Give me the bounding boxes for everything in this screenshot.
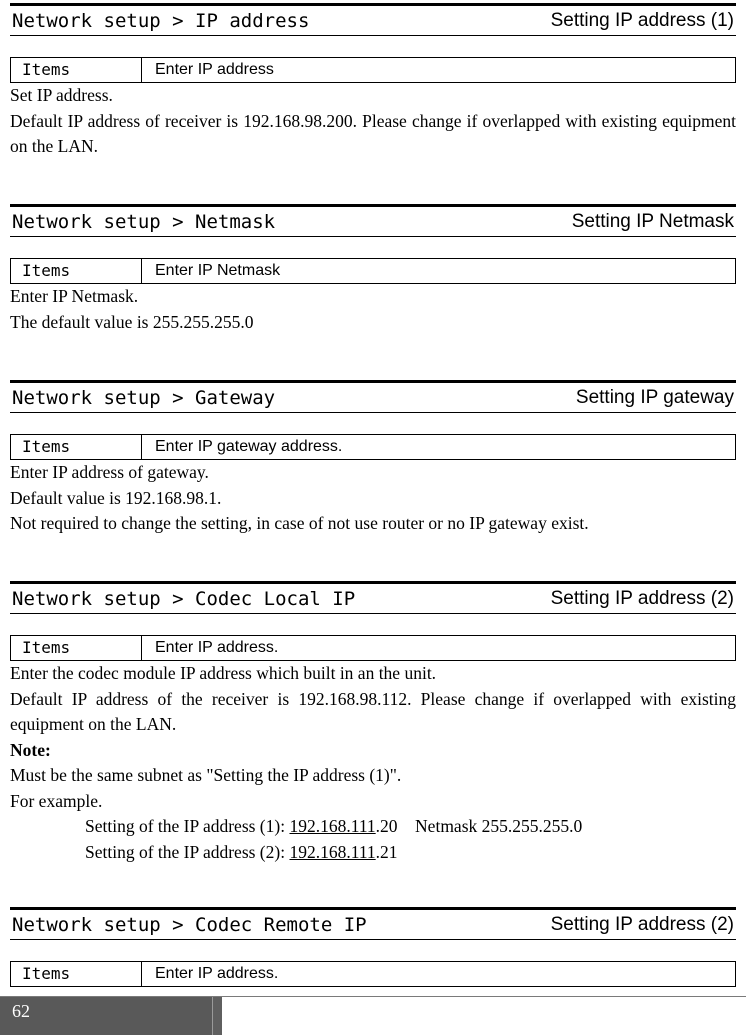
items-value: Enter IP address xyxy=(155,61,274,78)
example-suffix: .21 xyxy=(375,841,398,862)
note-label: Note: xyxy=(10,739,51,760)
example-prefix: Setting of the IP address (2): xyxy=(85,841,290,862)
items-table xyxy=(10,258,736,284)
items-label: Items xyxy=(11,58,142,82)
example-line-2 xyxy=(10,840,736,866)
subnet-underlined: 192.168.111 xyxy=(289,841,376,862)
header-rule-bottom xyxy=(10,236,736,237)
section-path: Network setup > Gateway xyxy=(12,387,276,409)
note-line: Must be the same subnet as "Setting the IP address (1)". xyxy=(10,765,402,785)
items-value: Enter IP Netmask xyxy=(155,262,281,279)
body-line: Not required to change the setting, in case of not use router or no IP gateway exist. xyxy=(10,513,589,533)
section-title: Setting IP address (2) xyxy=(550,914,734,935)
section-body xyxy=(10,284,736,335)
example-intro: For example. xyxy=(10,790,103,811)
example-suffix: .20 Netmask 255.255.255.0 xyxy=(375,816,583,836)
body-line: Enter the codec module IP address which built in an the unit. xyxy=(10,663,437,683)
items-value: Enter IP address. xyxy=(155,639,279,656)
section-title: Setting IP address (2) xyxy=(550,588,734,609)
example-line-1 xyxy=(10,814,736,840)
body-paragraph: Default IP address of receiver is 192.168.98.200. Please change if overlapped with existing equipment on the LAN. xyxy=(10,110,736,156)
body-paragraph: Default IP address of the receiver is 192.168.98.112. Please change if overlapped with existing equipment on the LAN. xyxy=(10,688,736,734)
section-body xyxy=(10,460,736,537)
body-line: Enter IP Netmask. xyxy=(10,286,139,306)
section-title: Setting IP address (1) xyxy=(550,10,734,31)
items-table xyxy=(10,57,736,83)
example-prefix: Setting of the IP address (1): xyxy=(85,816,290,836)
body-line: Enter IP address of gateway. xyxy=(10,462,209,482)
header-rule-bottom xyxy=(10,939,736,940)
header-rule-top xyxy=(10,380,736,383)
page-number-panel xyxy=(0,997,213,1035)
section-path: Network setup > Codec Local IP xyxy=(12,588,356,610)
header-rule-top xyxy=(10,204,736,207)
section-title: Setting IP gateway xyxy=(575,387,734,408)
items-value: Enter IP gateway address. xyxy=(155,438,343,455)
header-rule-bottom xyxy=(10,35,736,36)
items-label: Items xyxy=(11,435,142,459)
page-number-box xyxy=(0,997,222,1035)
items-label: Items xyxy=(11,259,142,283)
section-path: Network setup > Netmask xyxy=(12,211,276,233)
section-title: Setting IP Netmask xyxy=(571,211,734,232)
body-line: The default value is 255.255.255.0 xyxy=(10,311,254,332)
header-rule-bottom xyxy=(10,412,736,413)
section-path: Network setup > Codec Remote IP xyxy=(12,914,367,936)
header-rule-top xyxy=(10,907,736,910)
page-number: 62 xyxy=(12,1001,30,1021)
header-rule-bottom xyxy=(10,613,736,614)
items-value: Enter IP address. xyxy=(155,965,279,982)
items-table xyxy=(10,434,736,460)
items-label: Items xyxy=(11,962,142,986)
section-path: Network setup > IP address xyxy=(12,10,310,32)
section-body xyxy=(10,83,736,160)
section-body xyxy=(10,661,736,865)
header-rule-top xyxy=(10,581,736,584)
header-rule-top xyxy=(10,3,736,6)
body-line: Set IP address. xyxy=(10,85,113,105)
body-line: Default value is 192.168.98.1. xyxy=(10,487,222,508)
subnet-underlined: 192.168.111 xyxy=(289,816,376,836)
items-label: Items xyxy=(11,636,142,660)
items-table xyxy=(10,961,736,987)
items-table xyxy=(10,635,736,661)
